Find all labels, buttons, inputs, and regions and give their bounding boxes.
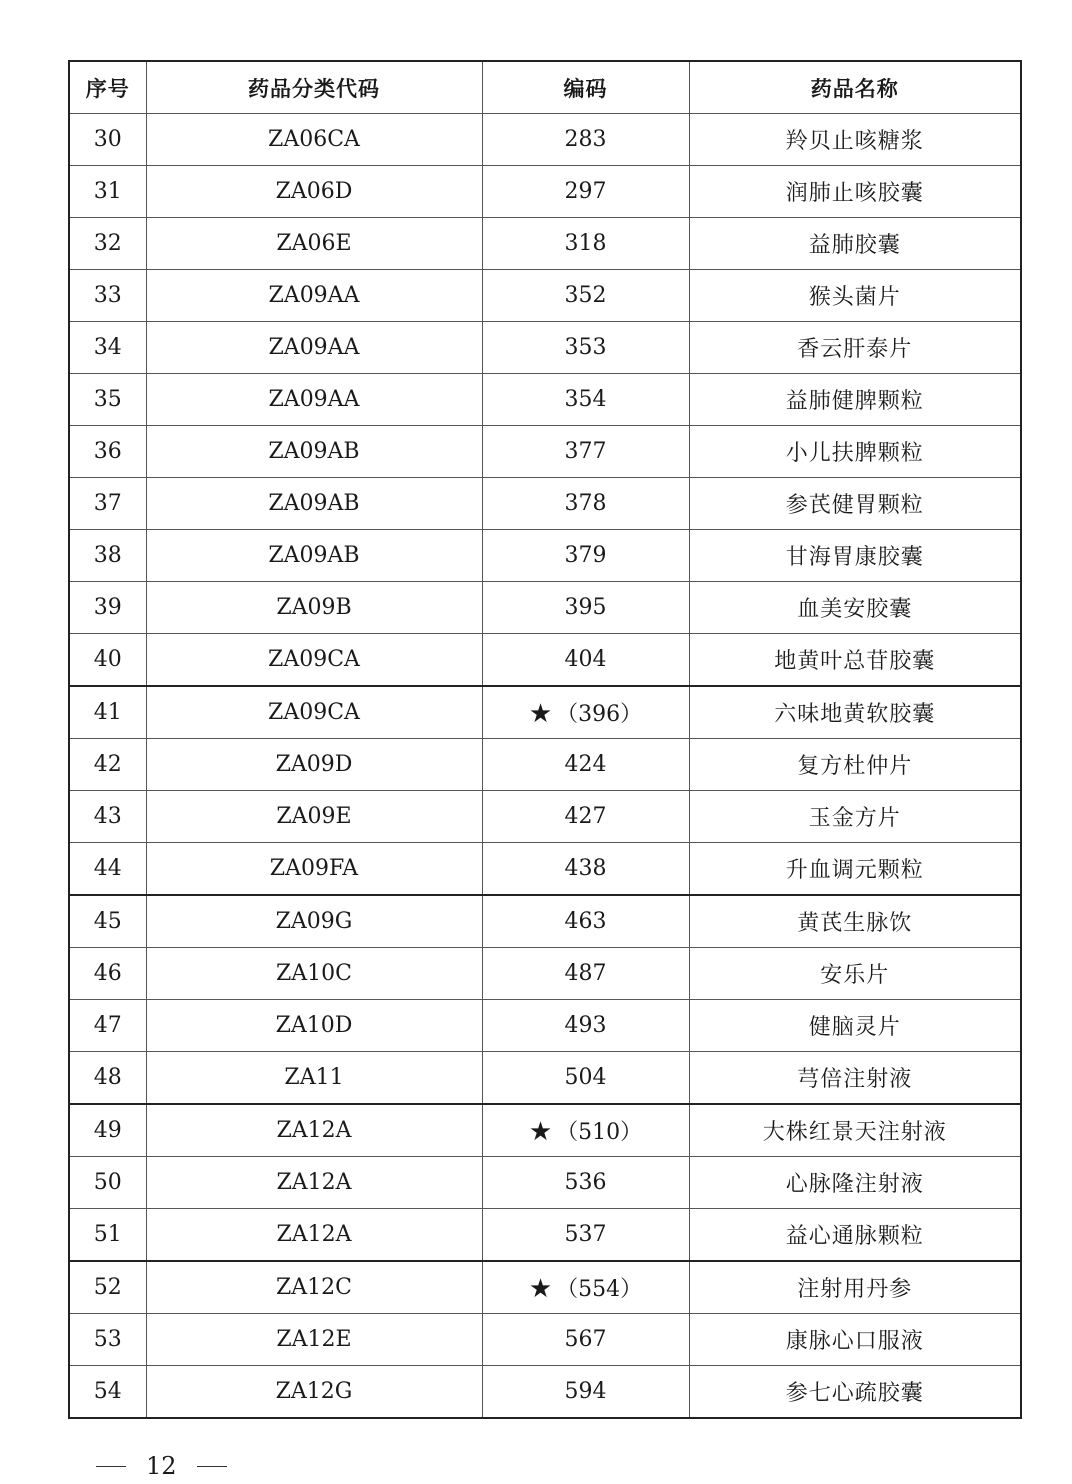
table-row [69,1209,1021,1262]
drug-name-cell: 心脉隆注射液 [689,1157,1021,1209]
code-value: 493 [564,1013,607,1038]
table-row [69,1000,1021,1052]
category-code-cell: ZA10C [146,948,482,1000]
category-code-cell: ZA06CA [146,114,482,166]
category-code-cell: ZA06E [146,218,482,270]
serial-number-cell: 49 [69,1104,146,1157]
drug-name-cell: 安乐片 [689,948,1021,1000]
footer-left-dash [96,1466,126,1467]
code-cell [482,426,689,478]
serial-number-cell: 51 [69,1209,146,1262]
code-value: （554） [556,1276,643,1302]
code-value: 487 [564,961,607,986]
code-cell [482,1052,689,1105]
code-cell [482,218,689,270]
serial-number-cell: 46 [69,948,146,1000]
code-value: 504 [564,1065,607,1090]
drug-name-cell: 参七心疏胶囊 [689,1366,1021,1419]
code-cell [482,1314,689,1366]
code-value: （510） [556,1119,643,1145]
serial-number-cell: 54 [69,1366,146,1419]
drug-name-cell: 复方杜仲片 [689,739,1021,791]
code-cell [482,166,689,218]
star-icon: ★ [528,698,553,729]
serial-number-cell: 45 [69,895,146,948]
serial-number-cell: 50 [69,1157,146,1209]
category-code-cell: ZA12G [146,1366,482,1419]
serial-number-cell: 41 [69,686,146,739]
drug-name-cell: 益肺健脾颗粒 [689,374,1021,426]
serial-number-cell: 34 [69,322,146,374]
drug-name-cell: 玉金方片 [689,791,1021,843]
serial-number-cell: 36 [69,426,146,478]
table-row [69,1366,1021,1419]
table-row [69,270,1021,322]
table-row [69,895,1021,948]
code-value: 567 [564,1327,607,1352]
code-cell [482,948,689,1000]
category-code-cell: ZA12C [146,1261,482,1314]
category-code-cell: ZA09B [146,582,482,634]
category-code-cell: ZA12A [146,1104,482,1157]
table-row [69,948,1021,1000]
serial-number-cell: 40 [69,634,146,687]
header-category-code: 药品分类代码 [146,61,482,114]
header-code: 编码 [482,61,689,114]
serial-number-cell: 43 [69,791,146,843]
code-cell [482,1261,689,1314]
page-footer [96,1452,227,1480]
code-cell [482,374,689,426]
table-row [69,791,1021,843]
category-code-cell: ZA09G [146,895,482,948]
drug-name-cell: 升血调元颗粒 [689,843,1021,896]
table-row [69,739,1021,791]
drug-name-cell: 康脉心口服液 [689,1314,1021,1366]
header-serial-number: 序号 [69,61,146,114]
star-icon: ★ [528,1273,553,1304]
table-row [69,843,1021,896]
category-code-cell: ZA09AA [146,374,482,426]
code-cell [482,895,689,948]
serial-number-cell: 32 [69,218,146,270]
table-row [69,114,1021,166]
code-value: 424 [564,752,607,777]
drug-name-cell: 六味地黄软胶囊 [689,686,1021,739]
drug-name-cell: 大株红景天注射液 [689,1104,1021,1157]
code-value: 594 [564,1379,607,1404]
drug-name-cell: 参芪健胃颗粒 [689,478,1021,530]
serial-number-cell: 33 [69,270,146,322]
category-code-cell: ZA06D [146,166,482,218]
drug-list-table [68,60,1022,1419]
drug-name-cell: 地黄叶总苷胶囊 [689,634,1021,687]
category-code-cell: ZA12A [146,1157,482,1209]
code-value: 377 [564,439,607,464]
table-row [69,1261,1021,1314]
table-row [69,1104,1021,1157]
code-cell [482,478,689,530]
table-header-row [69,61,1021,114]
serial-number-cell: 44 [69,843,146,896]
code-value: 379 [564,543,607,568]
drug-name-cell: 血美安胶囊 [689,582,1021,634]
category-code-cell: ZA12E [146,1314,482,1366]
star-icon: ★ [528,1116,553,1147]
code-cell [482,843,689,896]
drug-name-cell: 益心通脉颗粒 [689,1209,1021,1262]
serial-number-cell: 35 [69,374,146,426]
code-cell [482,686,689,739]
code-value: 353 [564,335,607,360]
serial-number-cell: 52 [69,1261,146,1314]
drug-name-cell: 羚贝止咳糖浆 [689,114,1021,166]
table-row [69,322,1021,374]
code-value: 378 [564,491,607,516]
table-row [69,218,1021,270]
code-value: （396） [556,701,643,727]
drug-name-cell: 甘海胃康胶囊 [689,530,1021,582]
table-row [69,426,1021,478]
code-cell [482,1000,689,1052]
category-code-cell: ZA10D [146,1000,482,1052]
category-code-cell: ZA09AA [146,322,482,374]
category-code-cell: ZA09AB [146,426,482,478]
drug-name-cell: 猴头菌片 [689,270,1021,322]
code-value: 536 [564,1170,607,1195]
table-row [69,166,1021,218]
code-value: 283 [564,127,607,152]
code-cell [482,322,689,374]
category-code-cell: ZA09E [146,791,482,843]
code-value: 395 [564,595,607,620]
code-value: 352 [564,283,607,308]
drug-name-cell: 香云肝泰片 [689,322,1021,374]
serial-number-cell: 53 [69,1314,146,1366]
code-value: 404 [564,647,607,672]
code-cell [482,1366,689,1419]
table-row [69,686,1021,739]
table-row [69,1157,1021,1209]
table-row [69,1314,1021,1366]
table-row [69,530,1021,582]
category-code-cell: ZA09D [146,739,482,791]
serial-number-cell: 31 [69,166,146,218]
serial-number-cell: 47 [69,1000,146,1052]
table-row [69,478,1021,530]
code-cell [482,530,689,582]
code-value: 463 [564,909,607,934]
code-value: 427 [564,804,607,829]
code-value: 318 [564,231,607,256]
category-code-cell: ZA09AA [146,270,482,322]
header-drug-name: 药品名称 [689,61,1021,114]
category-code-cell: ZA09CA [146,634,482,687]
code-cell [482,582,689,634]
code-cell [482,1209,689,1262]
serial-number-cell: 39 [69,582,146,634]
table-row [69,582,1021,634]
category-code-cell: ZA09FA [146,843,482,896]
code-cell [482,1157,689,1209]
code-cell [482,739,689,791]
code-value: 438 [564,856,607,881]
page-number: 12 [146,1452,177,1480]
drug-name-cell: 小儿扶脾颗粒 [689,426,1021,478]
category-code-cell: ZA11 [146,1052,482,1105]
table-row [69,374,1021,426]
serial-number-cell: 37 [69,478,146,530]
code-value: 297 [564,179,607,204]
code-cell [482,114,689,166]
serial-number-cell: 38 [69,530,146,582]
drug-name-cell: 益肺胶囊 [689,218,1021,270]
drug-name-cell: 健脑灵片 [689,1000,1021,1052]
category-code-cell: ZA09AB [146,530,482,582]
code-cell [482,1104,689,1157]
code-cell [482,270,689,322]
serial-number-cell: 30 [69,114,146,166]
code-value: 537 [564,1222,607,1247]
code-value: 354 [564,387,607,412]
drug-name-cell: 黄芪生脉饮 [689,895,1021,948]
footer-right-dash [197,1466,227,1467]
category-code-cell: ZA09AB [146,478,482,530]
category-code-cell: ZA12A [146,1209,482,1262]
table-row [69,1052,1021,1105]
drug-name-cell: 注射用丹参 [689,1261,1021,1314]
drug-name-cell: 润肺止咳胶囊 [689,166,1021,218]
category-code-cell: ZA09CA [146,686,482,739]
drug-name-cell: 芎倍注射液 [689,1052,1021,1105]
table-body [69,114,1021,1419]
table-row [69,634,1021,687]
serial-number-cell: 48 [69,1052,146,1105]
code-cell [482,634,689,687]
serial-number-cell: 42 [69,739,146,791]
code-cell [482,791,689,843]
